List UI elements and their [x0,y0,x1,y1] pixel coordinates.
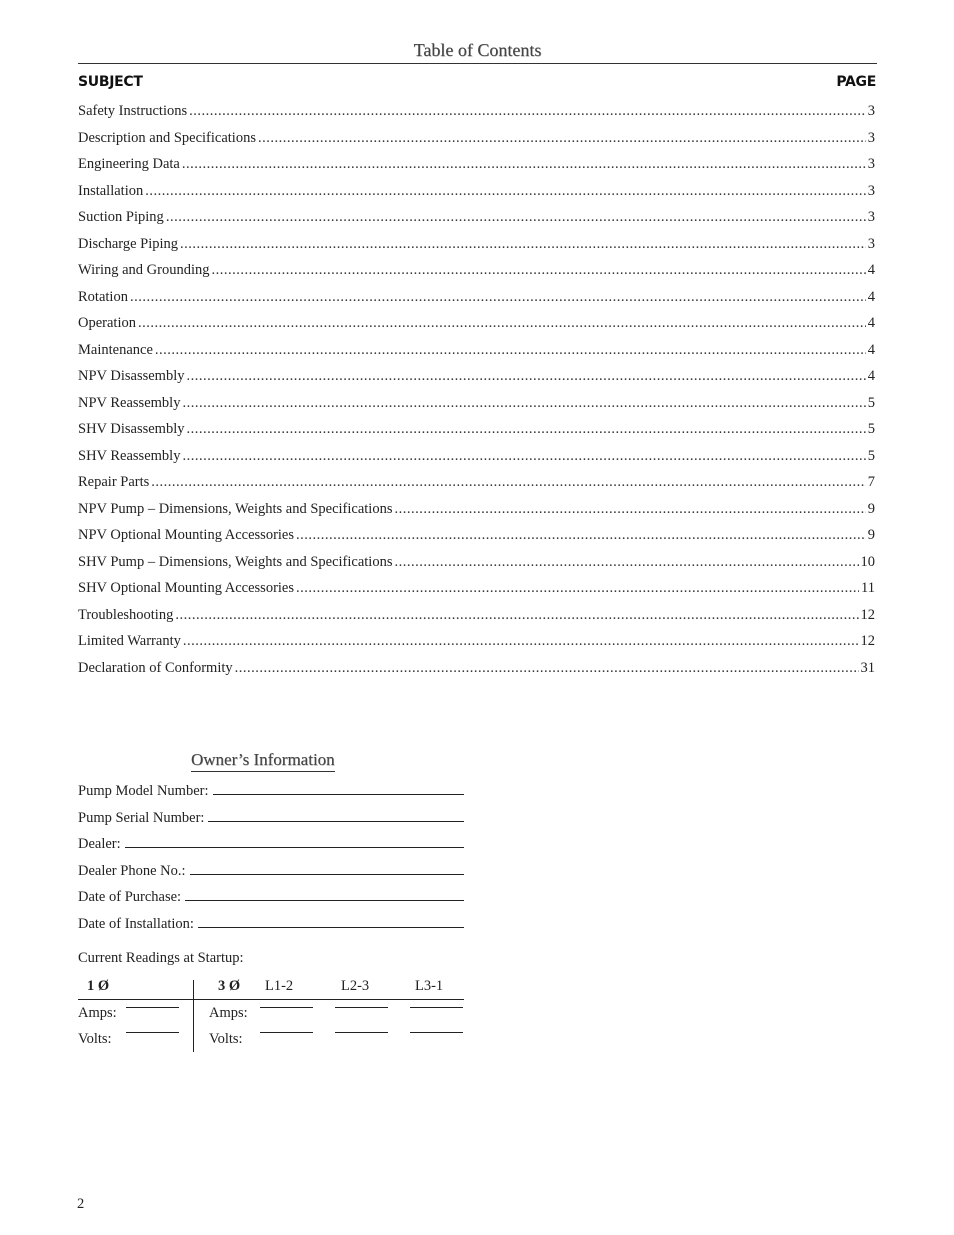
toc-entry-label: SHV Optional Mounting Accessories [78,580,295,596]
toc-entry-label: SHV Reassembly [78,447,181,464]
blank-line[interactable] [185,888,464,901]
toc-entry-page: 5 [867,447,875,464]
blank-line[interactable] [190,862,464,875]
toc-entry-page: 3 [867,235,875,252]
amps-1ph-blank[interactable] [126,1007,179,1008]
installation-date-field[interactable] [78,915,464,942]
toc-entry[interactable] [78,607,875,634]
toc-entry-page: 10 [860,553,875,570]
owner-info-title: Owner’s Information [191,750,335,772]
toc-entry[interactable] [78,580,875,607]
subject-header: SUBJECT [78,74,143,90]
toc-entry-page: 5 [867,421,875,437]
amps-label-3ph: Amps: [209,1005,248,1021]
toc-entry-page: 7 [867,474,875,490]
toc-entry-page: 9 [867,500,875,517]
blank-line[interactable] [213,782,465,795]
dealer-phone-field[interactable] [78,862,464,889]
toc-entry-page: 12 [860,606,875,623]
dot-leader [258,130,866,147]
purchase-date-field[interactable] [78,888,464,915]
amps-l31-blank[interactable] [410,1007,463,1008]
volts-l12-blank[interactable] [260,1032,313,1033]
phase-divider [193,980,194,1052]
toc-entry-page: 3 [867,103,875,119]
toc-entry[interactable] [78,130,875,157]
dot-leader [235,660,859,677]
volts-l31-blank[interactable] [410,1032,463,1033]
l31-header: L3-1 [415,978,444,994]
toc-entry[interactable] [78,421,875,448]
dot-leader [182,156,866,173]
l12-header: L1-2 [265,978,294,994]
dot-leader [394,501,865,518]
toc-entry-page: 3 [867,209,875,225]
field-label: Date of Purchase: [78,889,182,905]
amps-label-1ph: Amps: [78,1005,117,1021]
toc-entry-label: NPV Optional Mounting Accessories [78,527,295,543]
toc-entry-page: 4 [867,262,875,278]
field-label: Pump Serial Number: [78,809,205,826]
toc-entry-page: 9 [867,527,875,543]
toc-entry[interactable] [78,474,875,501]
field-label: Dealer: [78,836,121,852]
toc-entry-page: 5 [867,394,875,411]
toc-entry[interactable] [78,368,875,395]
toc-entry[interactable] [78,660,875,687]
l23-header: L2-3 [341,978,370,994]
toc-entry-label: Wiring and Grounding [78,262,210,278]
toc-entry-page: 3 [867,156,875,172]
toc-divider [78,63,877,64]
toc-entry-label: NPV Pump – Dimensions, Weights and Specifications [78,500,393,517]
dealer-field[interactable] [78,835,464,862]
field-label: Pump Model Number: [78,783,209,799]
toc-entry-label: SHV Pump – Dimensions, Weights and Specifications [78,553,393,570]
toc-title: Table of Contents [413,40,542,60]
pump-model-field[interactable] [78,782,464,809]
toc-entry-label: Troubleshooting [78,606,174,623]
dot-leader [138,315,866,332]
toc-entry-page: 11 [861,580,875,596]
dot-leader [186,368,865,385]
dot-leader [296,527,866,544]
toc-entry-label: Operation [78,315,136,331]
toc-entry-label: Limited Warranty [78,633,181,649]
header-rule [78,999,464,1000]
dot-leader [394,554,858,571]
toc-entry[interactable] [78,501,875,528]
single-phase-header: 1 Ø [87,978,110,994]
dot-leader [166,209,866,226]
volts-l23-blank[interactable] [335,1032,388,1033]
readings-table [78,976,464,1052]
volts-label-1ph: Volts: [78,1031,112,1047]
toc-entry[interactable] [78,289,875,316]
amps-l23-blank[interactable] [335,1007,388,1008]
toc-entry[interactable] [78,209,875,236]
amps-l12-blank[interactable] [260,1007,313,1008]
blank-line[interactable] [125,835,464,848]
dot-leader [182,448,865,465]
dot-leader [189,103,866,120]
toc-entry-label: NPV Disassembly [78,368,185,384]
page-number: 2 [77,1196,85,1212]
toc-entry[interactable] [78,633,875,660]
toc-entry-label: Declaration of Conformity [78,659,233,676]
toc-entry[interactable] [78,262,875,289]
dot-leader [183,633,859,650]
pump-serial-field[interactable] [78,809,464,836]
toc-entry-page: 3 [867,129,875,146]
dot-leader [296,580,859,597]
field-label: Dealer Phone No.: [78,862,186,879]
toc-entry[interactable] [78,342,875,369]
toc-entry-label: Description and Specifications [78,129,256,146]
toc-entry[interactable] [78,183,875,210]
toc-entry-label: SHV Disassembly [78,421,185,437]
toc-entry[interactable] [78,156,875,183]
toc-entry-page: 4 [867,288,875,305]
owner-info-form [78,782,464,941]
page-header: PAGE [836,74,876,90]
toc-entry-page: 4 [867,315,875,331]
toc-entry[interactable] [78,448,875,475]
toc-entry-label: Engineering Data [78,156,180,172]
volts-1ph-blank[interactable] [126,1032,179,1033]
dot-leader [130,289,866,306]
toc-entry[interactable] [78,103,875,130]
toc-entry-page: 31 [860,659,875,676]
toc-entry-page: 12 [860,633,875,649]
volts-label-3ph: Volts: [209,1031,243,1047]
dot-leader [212,262,866,279]
toc-entry[interactable] [78,527,875,554]
three-phase-header: 3 Ø [218,978,241,994]
readings-title: Current Readings at Startup: [78,950,244,966]
dot-leader [186,421,865,438]
toc-entry-label: Safety Instructions [78,103,188,119]
dot-leader [151,474,865,491]
toc-entry-label: Discharge Piping [78,235,179,252]
toc-entry-page: 3 [867,182,875,199]
toc-entry-label: NPV Reassembly [78,394,181,411]
toc-entry[interactable] [78,395,875,422]
dot-leader [145,183,866,200]
toc-entry[interactable] [78,315,875,342]
dot-leader [180,236,866,253]
blank-line[interactable] [208,809,464,822]
toc-entry-page: 4 [867,341,875,358]
dot-leader [175,607,858,624]
toc-entry-label: Suction Piping [78,209,164,225]
dot-leader [182,395,865,412]
toc-entry-page: 4 [867,368,875,384]
toc-entry-label: Maintenance [78,341,153,358]
dot-leader [155,342,866,359]
blank-line[interactable] [198,915,464,928]
toc-entry-label: Repair Parts [78,474,150,490]
toc-entry-label: Installation [78,182,144,199]
toc-entry[interactable] [78,554,875,581]
toc-entry[interactable] [78,236,875,263]
toc-list [78,103,875,686]
field-label: Date of Installation: [78,915,194,932]
toc-entry-label: Rotation [78,288,128,305]
